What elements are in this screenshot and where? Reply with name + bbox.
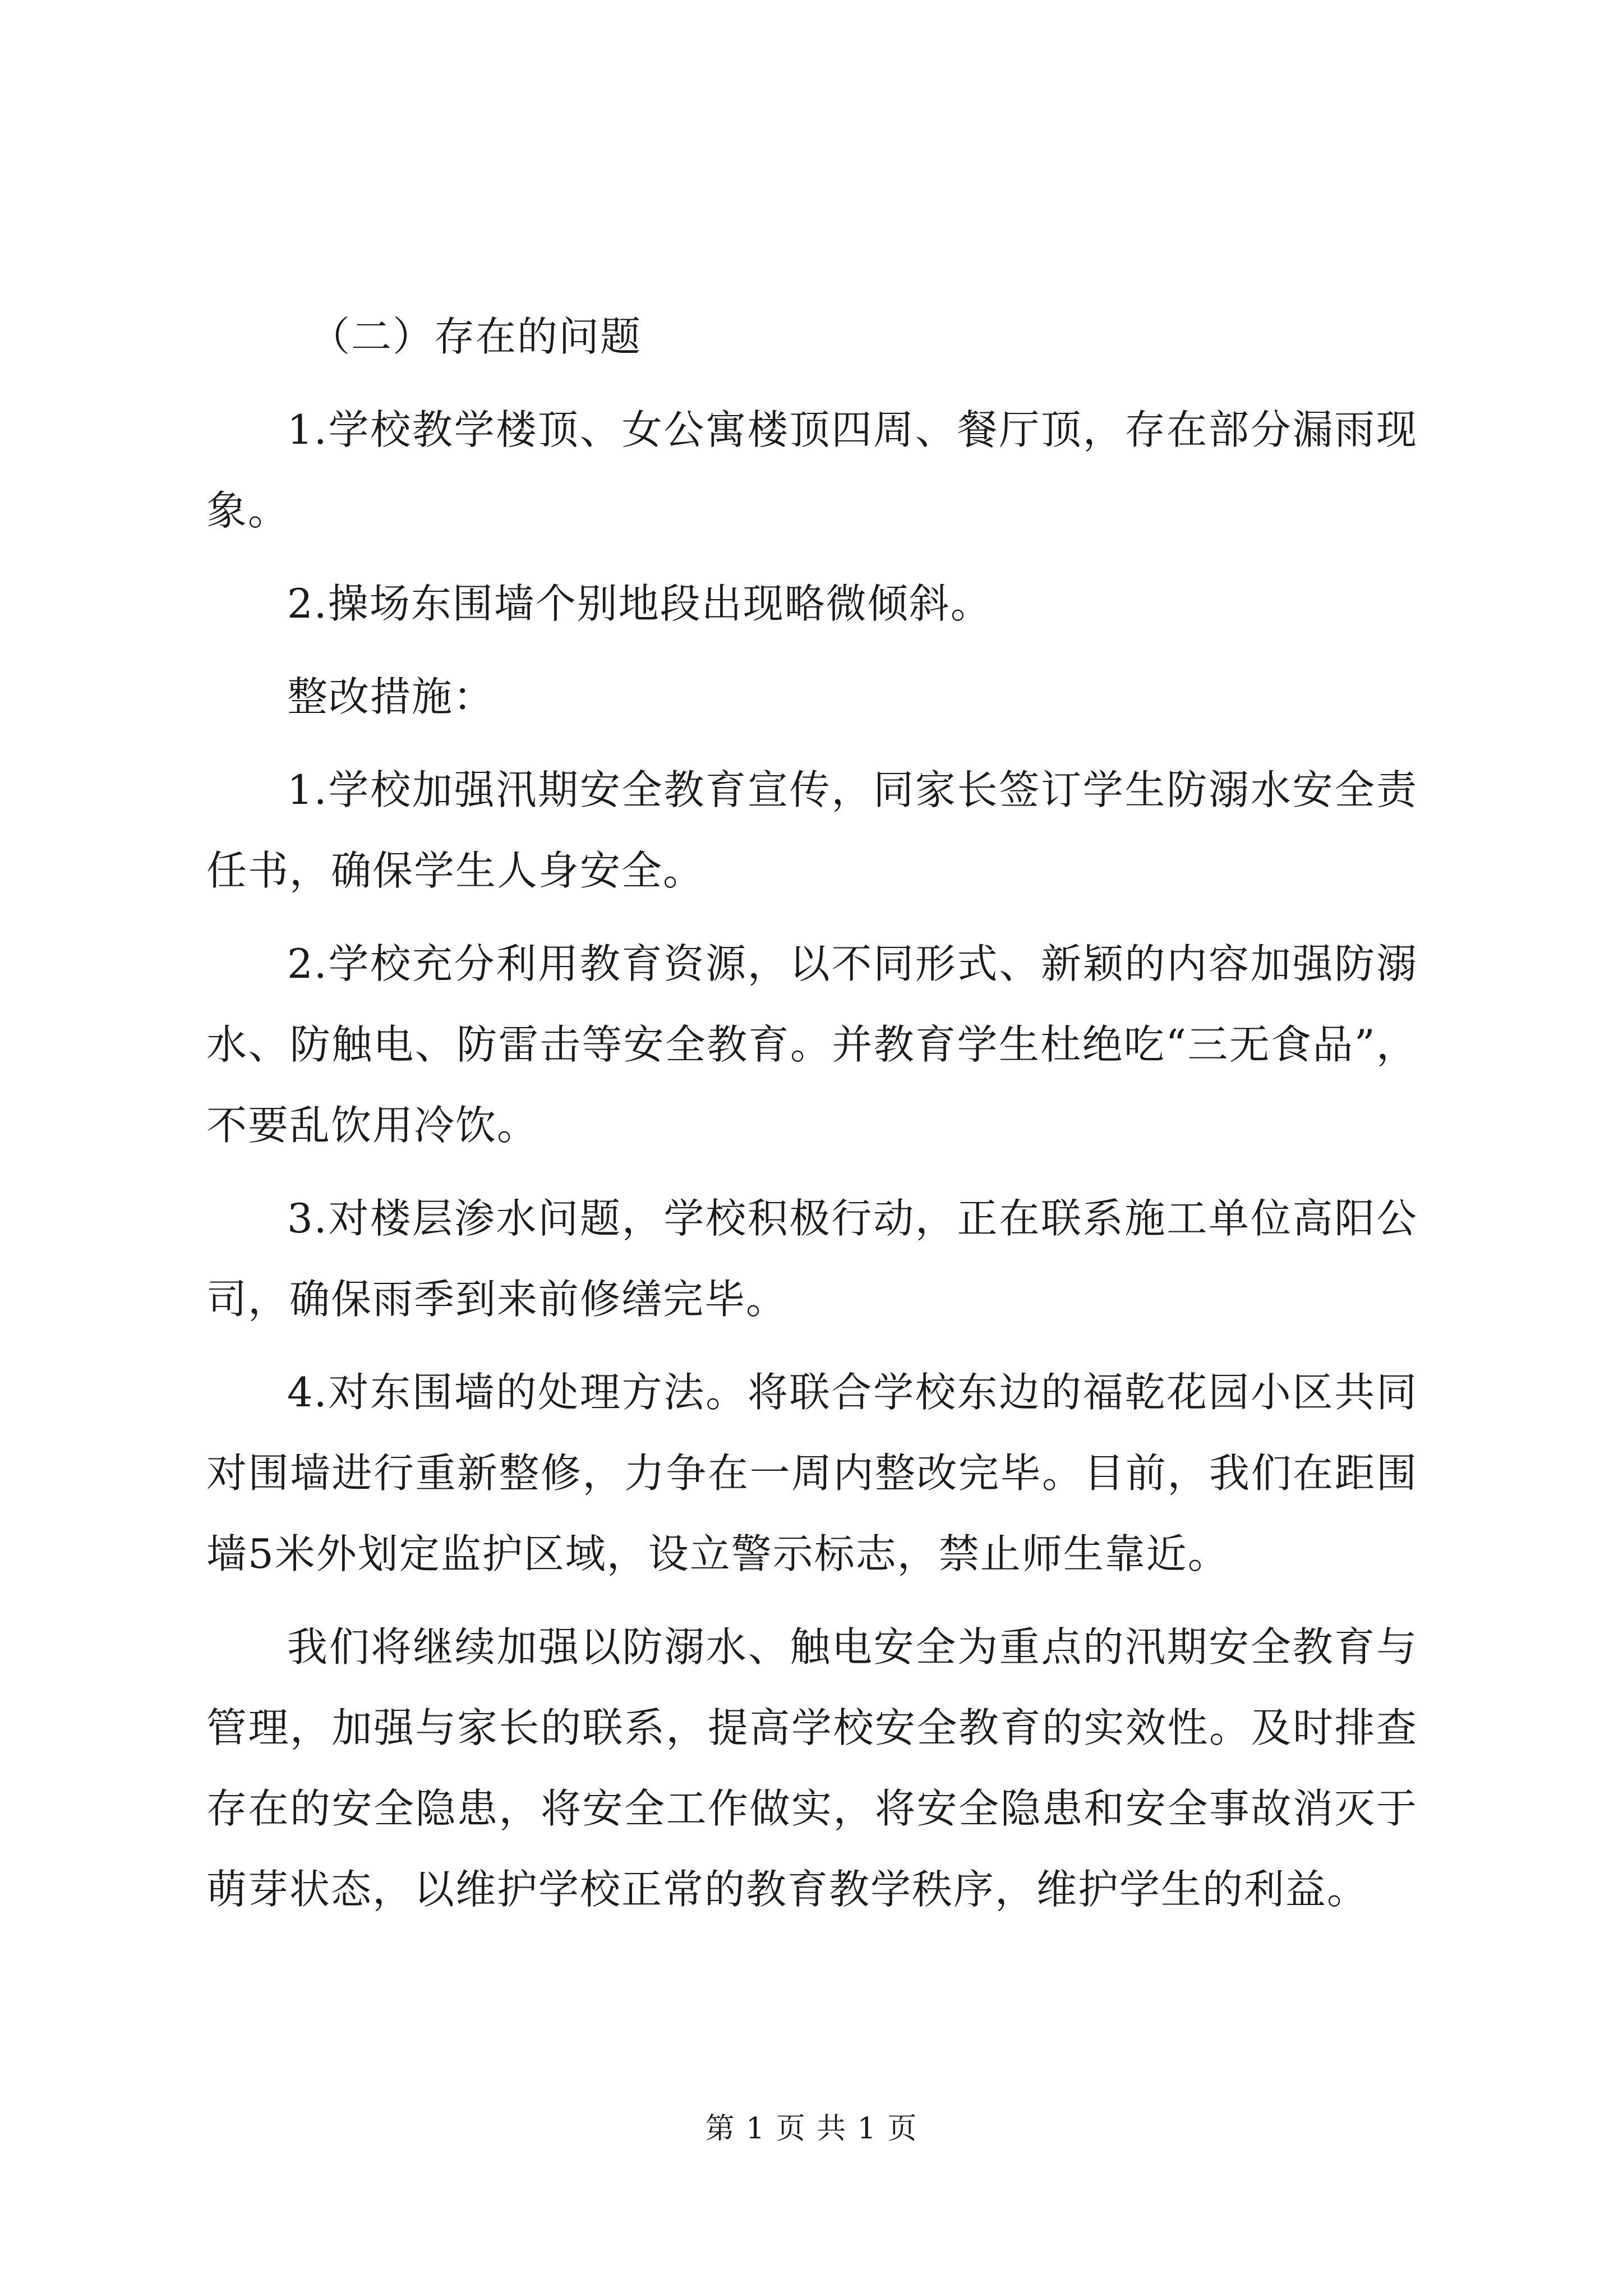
paragraph-problem-2: 2.操场东围墙个别地段出现略微倾斜。 — [287, 580, 992, 627]
paragraph-problem-1: 1.学校教学楼顶、女公寓楼顶四周、餐厅顶，存在部分漏雨现象。 — [206, 406, 1418, 534]
page-number-footer: 第 1 页 共 1 页 — [705, 2112, 918, 2146]
paragraph-measure-1: 1.学校加强汛期安全教育宣传，同家长签订学生防溺水安全责任书，确保学生人身安全。 — [206, 766, 1418, 894]
paragraph-measure-2: 2.学校充分利用教育资源，以不同形式、新颖的内容加强防溺水、防触电、防雷击等安全教育。并教育学生杜绝吃“三无食品”，不要乱饮用冷饮。 — [206, 940, 1418, 1149]
paragraph-measure-3: 3.对楼层渗水问题，学校积极行动，正在联系施工单位高阳公司，确保雨季到来前修缮完毕。 — [206, 1195, 1418, 1323]
measures-heading: 整改措施： — [287, 673, 495, 720]
document-body — [206, 296, 1418, 1942]
paragraph-conclusion: 我们将继续加强以防溺水、触电安全为重点的汛期安全教育与管理，加强与家长的联系，提高学校安全教育的实效性。及时排查存在的安全隐患，将安全工作做实，将安全隐患和安全事故消灭于萌芽状态，以维护学校正常的教育教学秩序，维护学生的利益。 — [206, 1623, 1418, 1913]
paragraph-measure-4: 4.对东围墙的处理方法。将联合学校东边的福乾花园小区共同对围墙进行重新整修，力争在一周内整改完毕。目前，我们在距围墙5米外划定监护区域，设立警示标志，禁止师生靠近。 — [206, 1369, 1418, 1577]
section-heading: （二）存在的问题 — [310, 313, 642, 360]
